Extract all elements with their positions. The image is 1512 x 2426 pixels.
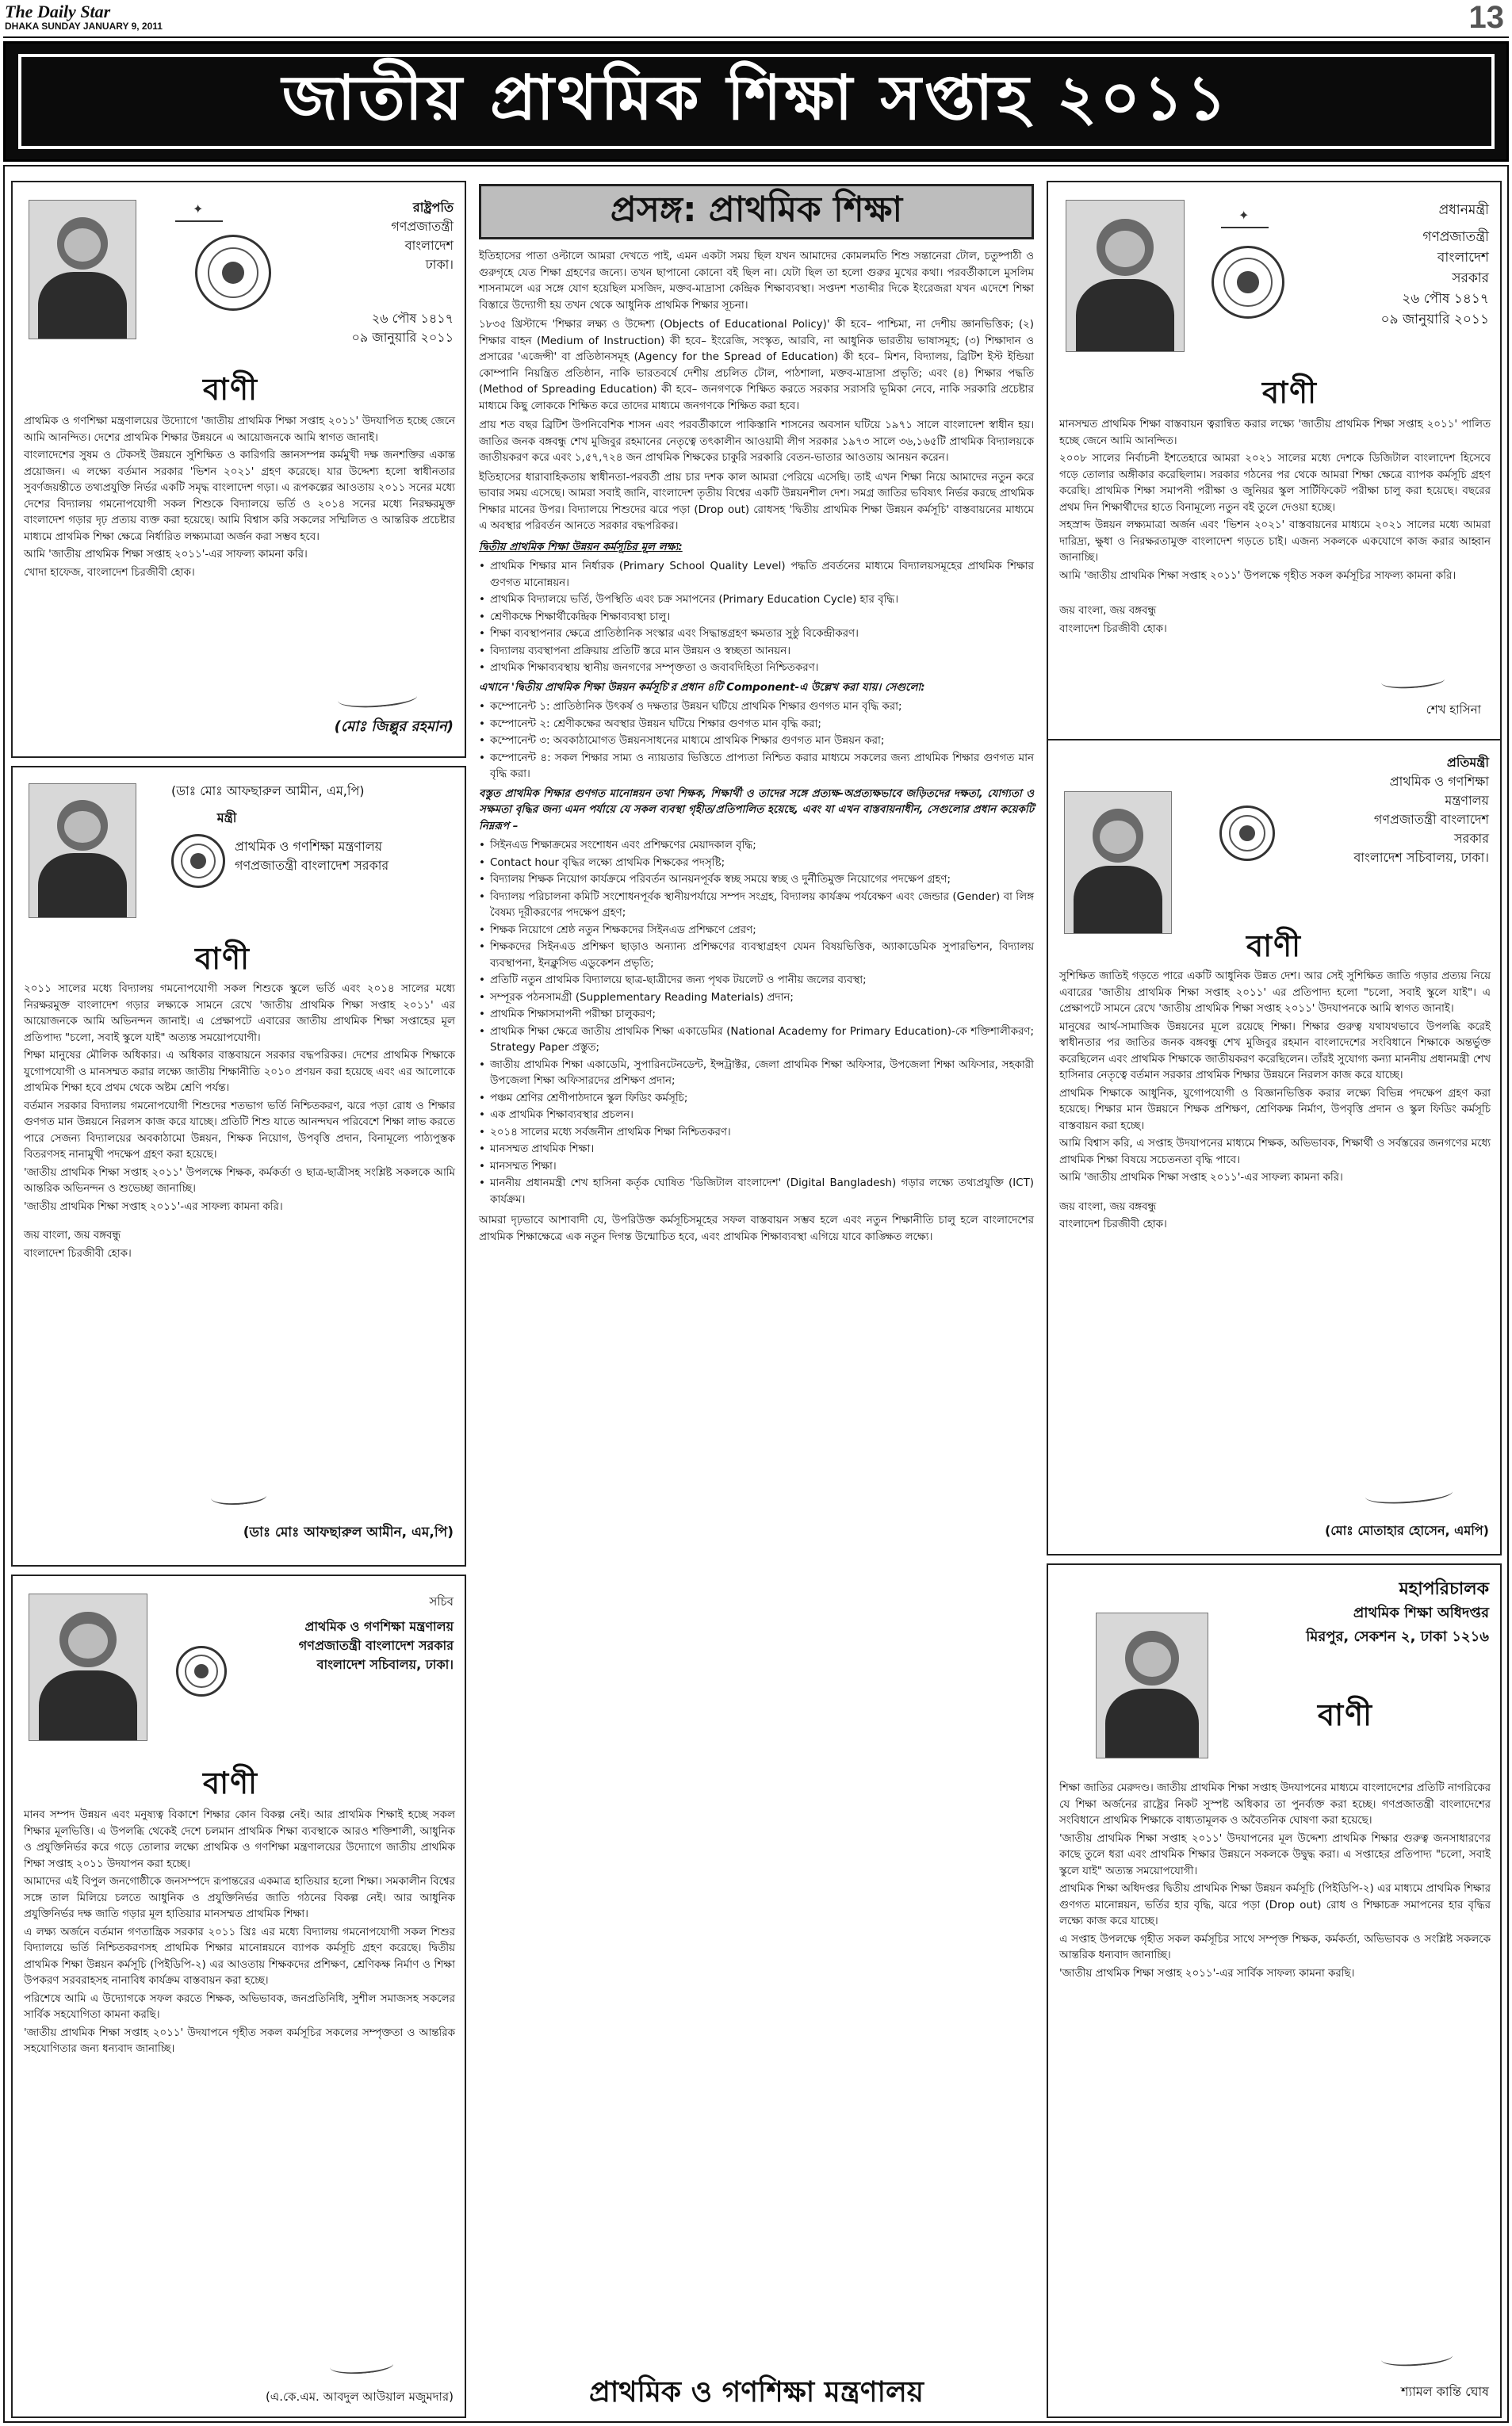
- state-minister-para-4: আমি বিশ্বাস করি, এ সপ্তাহ উদযাপনের মাধ্যমে শিক্ষক, অভিভাবক, শিক্ষার্থী ও সর্বস্তরের জনগণের মধ্যে প্রাথমিক শিক্ষা বিষয়ে সচেতনতা বৃদ্ধি পাবে।: [1059, 1138, 1491, 1166]
- minister-name: (ডাঃ মোঃ আফছারুল আমীন, এম,পি): [171, 783, 365, 798]
- director-general-signature: [1380, 2346, 1453, 2369]
- measure-item: • মাননীয় প্রধানমন্ত্রী শেখ হাসিনা কর্তৃক ঘোষিত 'ডিজিটাল বাংলাদেশ' (Digital Bangladesh) গড়ার লক্ষ্যে তথ্যপ্রযুক্তি (ICT) কার্যক্রম।: [479, 1176, 1034, 1208]
- photo-body-shape: [1105, 1689, 1199, 1758]
- minister-photo: [29, 783, 136, 918]
- state-minister-para-7: বাংলাদেশ চিরজীবী হোক।: [1059, 1219, 1167, 1230]
- measures-callout: বস্তুত প্রাথমিক শিক্ষার গুণগত মানোন্নয়ন তথা শিক্ষক, শিক্ষার্থী ও তাদের সঙ্গে প্রত্যক্ষ-অপ্রত্যক্ষভাবে জড়িতদের দক্ষতা, যোগ্যতা ও সক্ষমতা বৃদ্ধির জন্য এমন পর্যায়ে যে সকল ব্যবস্থা গৃহীত/প্রতিপালিত হয়েছে, এবং যা এখন বাস্তবায়নাধীন, সেগুলোর প্রধান কয়েকটি নিম্নরূপ –: [479, 787, 1034, 832]
- measure-item: • শিক্ষক নিয়োগে শ্রেষ্ঠ নতুন শিক্ষকদের সিইনএড প্রশিক্ষণে প্রেরণ;: [479, 923, 1034, 939]
- secretary-country: গণপ্রজাতন্ত্রী বাংলাদেশ সরকার: [298, 1638, 454, 1653]
- pm-para-3: সহস্রাব্দ উন্নয়ন লক্ষ্যমাত্রা অর্জন এবং 'ভিশন ২০২১' বাস্তবায়নের মাধ্যমে ২০২১ সালের মধ্যে আমরা দারিদ্র্য, ক্ষুধা ও নিরক্ষরতামুক্ত বাংলাদেশ গড়তে চাই। এজন্য সকলকে একযোগে কাজ করার আহ্বান জানাচ্ছি।: [1059, 519, 1491, 564]
- minister-country: গণপ্রজাতন্ত্রী বাংলাদেশ সরকার: [235, 858, 389, 873]
- goals-list: [479, 559, 1034, 677]
- state-minister-body: [1059, 969, 1491, 1235]
- article-closing: আমরা দৃঢ়ভাবে আশাবাদী যে, উপরিউক্ত কর্মসূচিসমূহের সফল বাস্তবায়ন সম্ভব হলে এবং নতুন শিক্ষানীতি চালু হলে বাংলাদেশের প্রাথমিক শিক্ষাক্ষেত্রে এক নতুন দিগন্ত উন্মোচিত হবে, এবং প্রাথমিক শিক্ষাব্যবস্থা এগিয়ে যাবে কাঙ্ক্ষিত লক্ষ্যে।: [479, 1215, 1034, 1243]
- director-general-message-box: [1047, 1563, 1502, 2418]
- banner: [3, 41, 1509, 162]
- state-seal-icon: [195, 235, 271, 311]
- minister-signer-name: (ডাঃ মোঃ আফছারুল আমীন, এম,পি): [243, 1525, 454, 1540]
- director-general-heading: বাণী: [1318, 1697, 1374, 1732]
- state-minister-para-1: সুশিক্ষিত জাতিই গড়তে পারে একটি আধুনিক উন্নত দেশ। আর সেই সুশিক্ষিত জাতি গড়ার প্রত্যয় নিয়ে এবারের 'জাতীয় প্রাথমিক শিক্ষা সপ্তাহ ২০১১' এর প্রতিপাদ্য হলো "চলো, সবাই স্কুলে যাই"। এ প্রেক্ষাপটে সামনে রেখে 'জাতীয় প্রাথমিক শিক্ষা সপ্তাহ ২০১১' উদযাপনকে আমি স্বাগত জানাই।: [1059, 970, 1491, 1015]
- president-org1: গণপ্রজাতন্ত্রী: [391, 219, 454, 234]
- components-list: [479, 699, 1034, 783]
- article-title: প্রসঙ্গ: প্রাথমিক শিক্ষা: [610, 189, 903, 230]
- president-place: ঢাকা।: [425, 257, 454, 272]
- measures-list: [479, 838, 1034, 1208]
- state-minister-message-box: [1047, 739, 1502, 1555]
- banner-frame: [18, 54, 1495, 149]
- calligraphy-emblem: [1221, 211, 1269, 228]
- measure-item: • মানসম্মত প্রাথমিক শিক্ষা।: [479, 1142, 1034, 1158]
- goal-item: • প্রাথমিক শিক্ষাব্যবস্থায় স্থানীয় জনগণের সম্পৃক্ততা ও জবাবদিহিতা নিশ্চিতকরণ।: [479, 660, 1034, 677]
- secretary-signer-name: (এ.কে.এম. আবদুল আউয়াল মজুমদার): [265, 2390, 454, 2404]
- article-para-4: ইতিহাসের ধারাবাহিকতায় স্বাধীনতা-পরবর্তী প্রায় চার দশক কাল আমরা পেরিয়ে এসেছি। তাই এখন শিক্ষা নিয়ে আমাদের নতুন করে ভাবার সময় এসেছে। আমরা সবাই জানি, বাংলাদেশ তৃতীয় বিশ্বের একটি উন্নয়নশীল দেশ। সমগ্র জাতির ভবিষ্যৎ নির্ভর করছে প্রাথমিক শিক্ষার মানের উপর। বিদ্যালয়ে শিশুদের ঝরে পড়া (Drop out) রোধসহ 'দ্বিতীয় প্রাথমিক শিক্ষা উন্নয়ন কর্মসূচি' বাস্তবায়নের মাধ্যমে এ অবস্থার পরিবর্তন আনতে সরকার বদ্ধপরিকর।: [479, 471, 1034, 532]
- president-date-bangla: ২৬ পৌষ ১৪১৭: [371, 311, 454, 326]
- president-date-english: ০৯ জানুয়ারি ২০১১: [351, 330, 454, 345]
- component-item: • কম্পোনেন্ট ১: প্রাতিষ্ঠানিক উৎকর্ষ ও দক্ষতার উন্নয়ন ঘটিয়ে প্রাথমিক শিক্ষার গুণগত মান বৃদ্ধি করা;: [479, 699, 1034, 716]
- state-minister-photo: [1064, 791, 1172, 934]
- state-minister-para-3: প্রাথমিক শিক্ষাকে আধুনিক, যুগোপযোগী ও বিজ্ঞানভিত্তিক করার লক্ষ্যে বিভিন্ন পদক্ষেপ গ্রহণ করা হয়েছে। শিক্ষার মান উন্নয়নে শিক্ষক প্রশিক্ষণ, শ্রেণিকক্ষ নির্মাণ, উপবৃত্তি প্রদান ও স্কুল ফিডিং কর্মসূচি বাস্তবায়ন করা হচ্ছে।: [1059, 1087, 1491, 1132]
- state-minister-ministry2: মন্ত্রণালয়: [1445, 793, 1489, 808]
- dg-place: মিরপুর, সেকশন ২, ঢাকা ১২১৬: [1306, 1628, 1489, 1645]
- prime-minister-heading: বাণী: [1262, 375, 1319, 410]
- president-org2: বাংলাদেশ: [404, 238, 454, 253]
- measure-item: • পঞ্চম শ্রেণির শ্রেণীপাঠদানে স্কুল ফিডিং কর্মসূচি;: [479, 1091, 1034, 1108]
- measure-item: • ২০১৪ সালের মধ্যে সর্বজনীন প্রাথমিক শিক্ষা নিশ্চিতকরণ।: [479, 1125, 1034, 1142]
- measure-item: • সম্পূরক পঠনসামগ্রী (Supplementary Reading Materials) প্রদান;: [479, 990, 1034, 1007]
- president-photo: [29, 200, 136, 339]
- measure-item: • বিদ্যালয় শিক্ষক নিয়োগ কার্যক্রমে পরিবর্তন আনয়নপূর্বক স্বচ্ছ সময়ে স্বচ্ছ ও দুর্নীতিমুক্ত নিয়োগের পদক্ষেপ গ্রহণ;: [479, 872, 1034, 889]
- dg-para-1: শিক্ষা জাতির মেরুদণ্ড। জাতীয় প্রাথমিক শিক্ষা সপ্তাহ উদযাপনের মাধ্যমে বাংলাদেশের প্রতিটি নাগরিকের যে শিক্ষা অর্জনের রাষ্ট্রের নিকট সুস্পষ্ট অধিকার তা পুনর্ব্যক্ত করা হচ্ছে। গণপ্রজাতন্ত্রী বাংলাদেশের সংবিধানে প্রাথমিক শিক্ষাকে বাধ্যতামূলক ও অবৈতনিক ঘোষণা করা হয়েছে।: [1059, 1782, 1491, 1827]
- goal-item: • শ্রেণীকক্ষে শিক্ষার্থীকেন্দ্রিক শিক্ষাব্যবস্থা চালু।: [479, 610, 1034, 626]
- state-minister-org: সরকার: [1453, 831, 1489, 846]
- secretary-message-box: [11, 1575, 466, 2418]
- state-minister-signature: [1365, 1481, 1453, 1507]
- photo-body-shape: [1076, 279, 1174, 352]
- measure-item: • জাতীয় প্রাথমিক শিক্ষা একাডেমি, সুপারিনটেনডেন্ট, ইন্সট্রাক্টর, জেলা প্রাথমিক শিক্ষা অফিসার, উপজেলা শিক্ষা অফিসার, সহকারী উপজেলা শিক্ষা অফিসারদের প্রশিক্ষণ প্রদান;: [479, 1058, 1034, 1090]
- secretary-ministry: প্রাথমিক ও গণশিক্ষা মন্ত্রণালয়: [304, 1619, 454, 1634]
- dateline: DHAKA SUNDAY JANUARY 9, 2011: [5, 21, 163, 32]
- minister-title: মন্ত্রী: [216, 810, 237, 825]
- measure-item: • প্রাথমিক শিক্ষা ক্ষেত্রে জাতীয় প্রাথমিক শিক্ষা একাডেমির (National Academy for Primary Education)-কে শক্তিশালীকরণ; Strategy Paper প্রস্তুত;: [479, 1024, 1034, 1057]
- goal-item: • প্রাথমিক শিক্ষার মান নির্ধারক (Primary School Quality Level) পদ্ধতি প্রবর্তনের মাধ্যমে বিদ্যালয়সমূহের প্রাথমিক শিক্ষার গুণগত মানোন্নয়ন।: [479, 559, 1034, 591]
- secretary-para-3: এ লক্ষ্য অর্জনে বর্তমান গণতান্ত্রিক সরকার ২০১১ খ্রিঃ এর মধ্যে বিদ্যালয় গমনোপযোগী সকল শিশুর বিদ্যালয়ে ভর্তি নিশ্চিতকরণসহ প্রাথমিক শিক্ষার মানোন্নয়নে ব্যাপক কর্মসূচি গ্রহণ করেছে। দ্বিতীয় প্রাথমিক শিক্ষা উন্নয়ন কর্মসূচি (পিইডিপি-২) এর আওতায় শিক্ষকদের প্রশিক্ষণ, শ্রেণিকক্ষ নির্মাণ ও শিক্ষা উপকরণ সরবরাহসহ নানাবিধ কার্যক্রম বাস্তবায়ন করা হচ্ছে।: [24, 1926, 455, 1987]
- pm-para-1: মানসম্মত প্রাথমিক শিক্ষা বাস্তবায়ন ত্বরান্বিত করার লক্ষ্যে 'জাতীয় প্রাথমিক শিক্ষা সপ্তাহ ২০১১' পালিত হচ্ছে জেনে আমি আনন্দিত।: [1059, 419, 1491, 447]
- page-number: 13: [1468, 0, 1504, 35]
- president-para-2: বাংলাদেশের সুষম ও টেকসই উন্নয়নে সুশিক্ষিত ও কারিগরি জ্ঞানসম্পন্ন কর্মমুখী দক্ষ জনশক্তির একান্ত প্রয়োজন। এ লক্ষ্যে বর্তমান সরকার 'ভিশন ২০২১' গ্রহণ করেছে। যার উদ্দেশ্য হলো স্বাধীনতার সুবর্ণজয়ন্তীতে তথ্যপ্রযুক্তি নির্ভর একটি সমৃদ্ধ বাংলাদেশ গড়া। এ রূপকল্পের আওতায় ২০১১ সনের মধ্যে দেশের বিদ্যালয় গমনোপযোগী সকল শিশুকে বিদ্যালয়ে ভর্তি ও ২০১৪ সনের মধ্যে নিরক্ষরমুক্ত বাংলাদেশ গড়ার দৃঢ় প্রত্যয় ব্যক্ত করা হয়েছে। আমি বিশ্বাস করি সকলের সম্মিলিত ও আন্তরিক প্রচেষ্টার মাধ্যমে প্রাথমিক শিক্ষা ক্ষেত্রে নির্ধারিত লক্ষ্যমাত্রা অর্জন করা সম্ভব হবে।: [24, 450, 455, 543]
- president-para-1: প্রাথমিক ও গণশিক্ষা মন্ত্রণালয়ের উদ্যোগে 'জাতীয় প্রাথমিক শিক্ষা সপ্তাহ ২০১১' উদযাপিত হচ্ছে জেনে আমি আনন্দিত। দেশের প্রাথমিক শিক্ষার উন্নয়নে এ আয়োজনকে আমি স্বাগত জানাই।: [24, 415, 455, 444]
- measure-item: • Contact hour বৃদ্ধির লক্ষ্যে প্রাথমিক শিক্ষকের পদসৃষ্টি;: [479, 855, 1034, 872]
- photo-body-shape: [39, 1670, 137, 1741]
- component-item: • কম্পোনেন্ট ৪: সকল শিক্ষার সাম্য ও ন্যায়তার ভিত্তিতে প্রাপ্যতা নিশ্চিত করার মাধ্যমে সকলের জন্য প্রাথমিক শিক্ষার গুণগত মান বৃদ্ধি করা।: [479, 751, 1034, 783]
- minister-para-6: জয় বাংলা, জয় বঙ্গবন্ধু: [24, 1230, 121, 1242]
- pm-date-bangla: ২৬ পৌষ ১৪১৭: [1402, 291, 1489, 307]
- goal-item: • শিক্ষা ব্যবস্থাপনার ক্ষেত্রে প্রাতিষ্ঠানিক সংস্কার এবং সিদ্ধান্তগ্রহণ ক্ষমতার সুষ্ঠু বিকেন্দ্রীকরণ।: [479, 626, 1034, 643]
- pm-para-6: বাংলাদেশ চিরজীবী হোক।: [1059, 622, 1167, 635]
- state-minister-country: গণপ্রজাতন্ত্রী বাংলাদেশ: [1373, 812, 1489, 827]
- president-heading: বাণী: [203, 372, 259, 407]
- minister-ministry: প্রাথমিক ও গণশিক্ষা মন্ত্রণালয়: [235, 839, 383, 854]
- pm-org1: গণপ্রজাতন্ত্রী: [1422, 229, 1489, 245]
- dg-title: মহাপরিচালক: [1399, 1579, 1489, 1599]
- president-signer-name: (মোঃ জিল্লুর রহমান): [334, 718, 454, 735]
- measure-item: • মানসম্মত শিক্ষা।: [479, 1159, 1034, 1176]
- secretary-para-2: আমাদের এই বিপুল জনগোষ্ঠীকে জনসম্পদে রূপান্তরের একমাত্র হাতিয়ার হলো শিক্ষা। সমকালীন বিশ্বের সঙ্গে তাল মিলিয়ে চলতে আধুনিক ও প্রযুক্তিনির্ভর জাতি গঠনের বিকল্প নেই। আর আধুনিক প্রযুক্তিনির্ভর দক্ষ জাতি গড়ার মূল হাতিয়ার মানসম্মত প্রাথমিক শিক্ষা।: [24, 1876, 455, 1920]
- president-signature: [337, 686, 418, 711]
- goal-item: • প্রাথমিক বিদ্যালয়ে ভর্তি, উপস্থিতি এবং চক্র সমাপনের (Primary Education Cycle) হার বৃদ্ধি।: [479, 592, 1034, 609]
- secretary-address: [216, 1592, 454, 1674]
- measure-item: • সিইনএড শিক্ষাক্রমের সংশোধন এবং প্রশিক্ষণের মেয়াদকাল বৃদ্ধি;: [479, 838, 1034, 855]
- president-address: [295, 198, 454, 274]
- photo-face-shape: [1100, 821, 1136, 855]
- director-general-body: [1059, 1781, 1491, 1984]
- minister-para-7: বাংলাদেশ চিরজীবী হোক।: [24, 1247, 132, 1260]
- state-minister-para-5: আমি 'জাতীয় প্রাথমিক শিক্ষা সপ্তাহ ২০১১'-এর সাফল্য কামনা করি।: [1059, 1172, 1343, 1184]
- state-seal-icon: [1212, 246, 1284, 319]
- minister-message-box: [11, 766, 466, 1567]
- minister-para-5: 'জাতীয় প্রাথমিক শিক্ষা সপ্তাহ ২০১১'-এর সাফল্য কামনা করি।: [24, 1200, 283, 1213]
- component-item: • কম্পোনেন্ট ৩: অবকাঠামোগত উন্নয়নসাধনের মাধ্যমে প্রাথমিক শিক্ষার গুণগত মান উন্নয়ন করা;: [479, 733, 1034, 750]
- photo-face-shape: [64, 811, 101, 843]
- president-body: [24, 414, 455, 583]
- state-minister-address: [1259, 753, 1489, 867]
- secretary-signature: [329, 2355, 394, 2377]
- article-subhead: দ্বিতীয় প্রাথমিক শিক্ষা উন্নয়ন কর্মসূচির মূল লক্ষ্য:: [479, 541, 683, 553]
- prime-minister-photo: [1066, 200, 1185, 352]
- state-minister-signer-name: (মোঃ মোতাহার হোসেন, এমপি): [1324, 1523, 1489, 1538]
- minister-para-1: ২০১১ সালের মধ্যে বিদ্যালয় গমনোপযোগী সকল শিশুকে স্কুলে ভর্তি এবং ২০১৪ সালের মধ্যে নিরক্ষরমুক্ত বাংলাদেশ গড়ার লক্ষ্যকে সামনে রেখে 'জাতীয় প্রাথমিক শিক্ষা সপ্তাহ ২০১১' এর আয়োজনকে আমি অভিনন্দন জানাই। এ প্রেক্ষাপটে এবারের জাতীয় প্রাথমিক শিক্ষা সপ্তাহের মূল প্রতিপাদ্য "চলো, সবাই স্কুলে যাই" অত্যন্ত সময়োপযোগী।: [24, 983, 455, 1044]
- calligraphy-emblem: [175, 205, 223, 222]
- measure-item: • প্রতিটি নতুন প্রাথমিক বিদ্যালয়ে ছাত্র-ছাত্রীদের জন্য পৃথক টয়লেট ও পানীয় জলের ব্যবস্থা;: [479, 973, 1034, 989]
- measure-item: • শিক্ষকদের সিইনএড প্রশিক্ষণ ছাড়াও অন্যান্য প্রশিক্ষণের ব্যবস্থাগ্রহণ যেমন বিষয়ভিত্তিক, অ্যাকাডেমিক সুপারভিশন, বিদ্যালয় ব্যবস্থাপনা, ইনক্লুসিভ এডুকেশন প্রভৃতি;: [479, 939, 1034, 972]
- dg-para-3: প্রাথমিক শিক্ষা অধিদপ্তর দ্বিতীয় প্রাথমিক শিক্ষা উন্নয়ন কর্মসূচি (পিইডিপি-২) এর মাধ্যমে প্রাথমিক শিক্ষার গুণগত মানোন্নয়ন, ভর্তির হার বৃদ্ধি, ঝরে পড়া (Drop out) রোধ ও শিক্ষাচক্র সমাপনের হার বৃদ্ধির লক্ষ্যে কাজ করে যাচ্ছে।: [1059, 1883, 1491, 1927]
- ministry-footer: প্রাথমিক ও গণশিক্ষা মন্ত্রণালয়: [589, 2376, 924, 2409]
- measure-item: • এক প্রাথমিক শিক্ষাব্যবস্থার প্রচলন।: [479, 1108, 1034, 1124]
- secretary-para-5: 'জাতীয় প্রাথমিক শিক্ষা সপ্তাহ ২০১১' উদযাপনে গৃহীত সকল কর্মসূচির সকলের সম্পৃক্ততা ও আন্তরিক সহযোগিতার জন্য ধন্যবাদ জানাচ্ছি।: [24, 2026, 455, 2055]
- secretary-title: সচিব: [429, 1594, 454, 1609]
- state-minister-place: বাংলাদেশ সচিবালয়, ঢাকা।: [1353, 850, 1489, 865]
- newspaper-logo: The Daily Star: [5, 2, 111, 21]
- article-para-3: প্রায় শত বছর ব্রিটিশ উপনিবেশিক শাসন এবং পরবর্তীকালে পাকিস্তানি শাসনের অবসান ঘটিয়ে ১৯৭১ সালে বাংলাদেশ স্বাধীন হয়। জাতির জনক বঙ্গবন্ধু শেখ মুজিবুর রহমানের নেতৃত্বে তৎকালীন আওয়ামী লীগ সরকার ১৯৭৩ সালে ৩৬,১৬৫টি প্রাথমিক বিদ্যালয়কে জাতীয়করণ করে এবং ১,৫৭,৭২৪ জন প্রাথমিক শিক্ষকের চাকুরি সরকারি বেতন-ভাতার আওতায় আনয়ন করেন।: [479, 419, 1034, 464]
- photo-face-shape: [1105, 231, 1145, 267]
- president-title: রাষ্ট্রপতি: [412, 200, 454, 215]
- state-minister-para-6: জয় বাংলা, জয় বঙ্গবন্ধু: [1059, 1200, 1157, 1213]
- secretary-heading: বাণী: [203, 1766, 259, 1800]
- director-general-photo: [1096, 1613, 1208, 1758]
- minister-body: [24, 981, 455, 1264]
- measure-item: • প্রাথমিক শিক্ষাসমাপনী পরীক্ষা চালুকরণ;: [479, 1007, 1034, 1024]
- secretary-para-1: মানব সম্পদ উন্নয়ন এবং মনুষ্যত্ব বিকাশে শিক্ষার কোন বিকল্প নেই। আর প্রাথমিক শিক্ষাই হচ্ছে সকল শিক্ষার মূলভিত্তি। এ উপলব্ধি থেকেই দেশে চলমান প্রাথমিক শিক্ষা ব্যবস্থাকে আরও শক্তিশালী, আধুনিক ও প্রযুক্তিনির্ভর করে গড়ে তোলার লক্ষ্যে প্রাথমিক ও গণশিক্ষা মন্ত্রণালয়ের উদ্যোগে জাতীয় প্রাথমিক শিক্ষা সপ্তাহ ২০১১ উদযাপন করা হচ্ছে।: [24, 1809, 455, 1870]
- minister-para-4: 'জাতীয় প্রাথমিক শিক্ষা সপ্তাহ ২০১১' উপলক্ষে শিক্ষক, কর্মকর্তা ও ছাত্র-ছাত্রীসহ সংশ্লিষ্ট সকলকে আমি আন্তরিক অভিনন্দন ও শুভেচ্ছা জানাচ্ছি।: [24, 1166, 455, 1195]
- prime-minister-signature: [1380, 671, 1445, 691]
- secretary-para-4: পরিশেষে আমি এ উদ্যোগকে সফল করতে শিক্ষক, অভিভাবক, জনপ্রতিনিধি, সুশীল সমাজসহ সকলের সার্বিক সহযোগিতা কামনা করছি।: [24, 1992, 455, 2021]
- masthead-rule: [3, 36, 1509, 38]
- prime-minister-address: [1323, 200, 1489, 330]
- state-minister-title: প্রতিমন্ত্রী: [1446, 755, 1489, 770]
- photo-body-shape: [1074, 866, 1163, 934]
- minister-para-2: শিক্ষা মানুষের মৌলিক অধিকার। এ অধিকার বাস্তবায়নে সরকার বদ্ধপরিকর। দেশের প্রাথমিক শিক্ষাকে যুগোপযোগী ও মানসম্মত করার লক্ষ্যে জাতীয় শিক্ষানীতি ২০১০ প্রণয়ন করা হয়েছে এবং এর আলোকে প্রাথমিক শিক্ষা হবে প্রথম থেকে অষ্টম শ্রেণি পর্যন্ত।: [24, 1050, 455, 1094]
- component-item: • কম্পোনেন্ট ২: শ্রেণীকক্ষের অবস্থার উন্নয়ন ঘটিয়ে শিক্ষার গুণগত মান বৃদ্ধি করা;: [479, 717, 1034, 733]
- banner-title: জাতীয় প্রাথমিক শিক্ষা সপ্তাহ ২০১১: [281, 63, 1231, 134]
- dg-para-2: 'জাতীয় প্রাথমিক শিক্ষা সপ্তাহ ২০১১' উদযাপনের মূল উদ্দেশ্য প্রাথমিক শিক্ষার গুরুত্ব জনসাধারণের কাছে তুলে ধরা এবং প্রাথমিক শিক্ষার উন্নয়নে সকলকে উদ্বুদ্ধ করা। এ সপ্তাহের প্রতিপাদ্য "চলো, সবাই স্কুলে যাই" অত্যন্ত সময়োপযোগী।: [1059, 1832, 1491, 1877]
- pm-title: প্রধানমন্ত্রী: [1438, 202, 1489, 218]
- state-minister-ministry1: প্রাথমিক ও গণশিক্ষা: [1389, 774, 1489, 789]
- photo-body-shape: [38, 853, 128, 918]
- masthead: [5, 2, 163, 32]
- president-para-4: খোদা হাফেজ, বাংলাদেশ চিরজীবী হোক।: [24, 566, 195, 579]
- measure-item: • বিদ্যালয় পরিচালনা কমিটি সংশোধনপূর্বক স্থানীয়পর্যায়ে সম্পদ সংগ্রহ, বিদ্যালয় কার্যক্রম পর্যবেক্ষণ এবং জেন্ডার (Gender) বা লিঙ্গ বৈষম্য দূরীকরণের পদক্ষেপ গ্রহণ;: [479, 890, 1034, 922]
- pm-para-4: আমি 'জাতীয় প্রাথমিক শিক্ষা সপ্তাহ ২০১১' উপলক্ষে গৃহীত সকল কর্মসূচির সাফল্য কামনা করি।: [1059, 569, 1456, 582]
- president-para-3: আমি 'জাতীয় প্রাথমিক শিক্ষা সপ্তাহ ২০১১'-এর সাফল্য কামনা করি।: [24, 549, 308, 561]
- article-title-box: [479, 184, 1034, 239]
- dg-para-5: 'জাতীয় প্রাথমিক শিক্ষা সপ্তাহ ২০১১'-এর সার্বিক সাফল্য কামনা করছি।: [1059, 1967, 1355, 1980]
- secretary-photo: [29, 1594, 147, 1741]
- dg-dept: প্রাথমিক শিক্ষা অধিদপ্তর: [1353, 1605, 1489, 1621]
- article-body: [479, 249, 1034, 1249]
- pm-date-english: ০৯ জানুয়ারি ২০১১: [1380, 312, 1489, 327]
- prime-minister-body: [1059, 417, 1491, 639]
- minister-name-header: [171, 782, 457, 801]
- article-para-1: ইতিহাসের পাতা ওল্টালে আমরা দেখতে পাই, এমন একটা সময় ছিল যখন আমাদের কোমলমতি শিশু সন্তানেরা টোল, চতুষ্পাঠী ও গুরুগৃহে যেত শিক্ষা গ্রহণের জন্যে। তখন ছাপানো কোনো বই ছিল না। যেটা ছিল তা হলো গুরুর মুখের কথা। পরবর্তীকালে মুসলিম শাসনামলে এর সঙ্গে যোগ হয়েছিল মসজিদ, মক্তব-মাদ্রাসা কেন্দ্রিক শিক্ষাব্যবস্থা। সপ্তদশ শতাব্দীর দিকে ইংরেজরা যখন এদেশে শিক্ষা বিস্তারে উদ্যোগী হয় তখন থেকে আধুনিক প্রাথমিক শিক্ষার সূচনা।: [479, 251, 1034, 312]
- state-minister-para-2: মানুষের আর্থ-সামাজিক উন্নয়নের মূলে রয়েছে শিক্ষা। শিক্ষার গুরুত্ব যথাযথভাবে উপলব্ধি করেই স্বাধীনতার পর জাতির জনক বঙ্গবন্ধু শেখ মুজিবুর রহমান বাংলাদেশের সংবিধানে শিক্ষাকে অন্তর্ভুক্ত করেছিলেন এবং প্রাথমিক শিক্ষাকে জাতীয়করণ করেছিলেন। তাঁরই সুযোগ্য কন্যা মাননীয় প্রধানমন্ত্রী শেখ হাসিনার নেতৃত্বে বর্তমান সরকার প্রাথমিক শিক্ষার উন্নয়নে নিরলস কাজ করে যাচ্ছে।: [1059, 1020, 1491, 1081]
- components-callout: এখানে 'দ্বিতীয় প্রাথমিক শিক্ষা উন্নয়ন কর্মসূচি'র প্রধান ৪টি Component-এ উল্লেখ করা যায়। সেগুলো:: [479, 681, 925, 694]
- pm-para-2: ২০০৮ সালের নির্বাচনী ইশতেহারে আমরা ২০২১ সালের মধ্যে দেশকে ডিজিটাল বাংলাদেশ হিসেবে গড়ে তোলার অঙ্গীকার করেছিলাম। সরকার গঠনের পর থেকে আমরা শিক্ষা ক্ষেত্রে ব্যাপক কর্মসূচি গ্রহণ করেছি। প্রাথমিক শিক্ষা সমাপনী পরীক্ষা ও জুনিয়র স্কুল সার্টিফিকেট পরীক্ষা চালু করা হয়েছে। বছরের প্রথম দিন শিক্ষার্থীদের হাতে বিনামূল্যে নতুন বই তুলে দেওয়া হচ্ছে।: [1059, 453, 1491, 514]
- director-general-address: [1219, 1578, 1489, 1649]
- dg-para-4: এ সপ্তাহ উপলক্ষে গৃহীত সকল কর্মসূচির সাথে সম্পৃক্ত শিক্ষক, কর্মকর্তা, অভিভাবক ও সংশ্লিষ্ট সকলকে আন্তরিক ধন্যবাদ জানাচ্ছি।: [1059, 1933, 1491, 1961]
- photo-body-shape: [38, 272, 128, 339]
- secretary-place: বাংলাদেশ সচিবালয়, ঢাকা।: [316, 1657, 454, 1672]
- article-para-2: ১৮৩৫ খ্রিস্টাব্দে 'শিক্ষার লক্ষ্য ও উদ্দেশ্য (Objects of Educational Policy)' কী হবে– পাশ্চিমা, না দেশীয় জ্ঞানভিত্তিক; (২) শিক্ষার বাহন (Medium of Instruction) কী হবে– ইংরেজি, সংস্কৃত, আরবি, না আধুনিক ভারতীয় ভাষাসমূহ; (৩) শিক্ষাদান ও প্রসারের 'এজেন্সী' বা প্রতিষ্ঠানসমূহ (Agency for the Spread of Education) কী হবে– মিশন, বিদ্যালয়, ব্রিটিশ ইস্ট ইন্ডিয়া কোম্পানি নিয়ন্ত্রিত প্রতিষ্ঠান, নাকি ভারতবর্ষে দেশীয় প্রচলিত টোল, পাঠশালা, মক্তব-মাদ্রাসা প্রভৃতি; এবং (৪) শিক্ষার পদ্ধতি (Method of Spreading Education) কী হবে– জনগণকে শিক্ষিত করতে সরকার সরাসরি ভূমিকা নেবে, নাকি সরকারি প্রচেষ্টার মাধ্যমে কিছু লোককে শিক্ষিত করে তাদের মাধ্যমে জনগণকে শিক্ষিত করা হবে।: [479, 319, 1034, 412]
- state-minister-heading: বাণী: [1246, 928, 1303, 963]
- president-date: [263, 309, 454, 347]
- minister-heading: বাণী: [195, 941, 251, 976]
- state-seal-icon: [171, 834, 225, 888]
- photo-face-shape: [68, 1624, 108, 1659]
- director-general-signer-name: শ্যামল কান্তি ঘোষ: [1401, 2384, 1489, 2399]
- minister-org: [235, 837, 465, 875]
- photo-face-shape: [1133, 1642, 1171, 1677]
- minister-signature: [210, 1486, 267, 1507]
- president-message-box: [11, 181, 466, 758]
- minister-para-3: বর্তমান সরকার বিদ্যালয় গমনোপযোগী শিশুদের শতভাগ ভর্তি নিশ্চিতকরণ, ঝরে পড়া রোধ ও শিক্ষার গুণগত মান উন্নয়নে নিরলস কাজ করে যাচ্ছে। প্রতিটি শিশু যাতে আনন্দঘন পরিবেশে শিক্ষা লাভ করতে পারে সেজন্য বিদ্যালয়ের অবকাঠামো উন্নয়ন, শিক্ষক নিয়োগ, উপবৃত্তি প্রদান, বিনামূল্যে পাঠ্যপুস্তক বিতরণসহ নানামুখী পদক্ষেপ গ্রহণ করা হয়েছে।: [24, 1100, 455, 1161]
- pm-org2: বাংলাদেশ: [1437, 250, 1489, 266]
- goal-item: • বিদ্যালয় ব্যবস্থাপনা প্রক্রিয়ায় প্রতিটি স্তরে মান উন্নয়ন ও স্বচ্ছতা আনয়ন।: [479, 644, 1034, 660]
- prime-minister-signer-name: শেখ হাসিনা: [1426, 702, 1481, 717]
- pm-para-5: জয় বাংলা, জয় বঙ্গবন্ধু: [1059, 605, 1157, 617]
- secretary-body: [24, 1808, 455, 2060]
- pm-org3: সরকার: [1452, 270, 1489, 286]
- photo-face-shape: [64, 228, 101, 262]
